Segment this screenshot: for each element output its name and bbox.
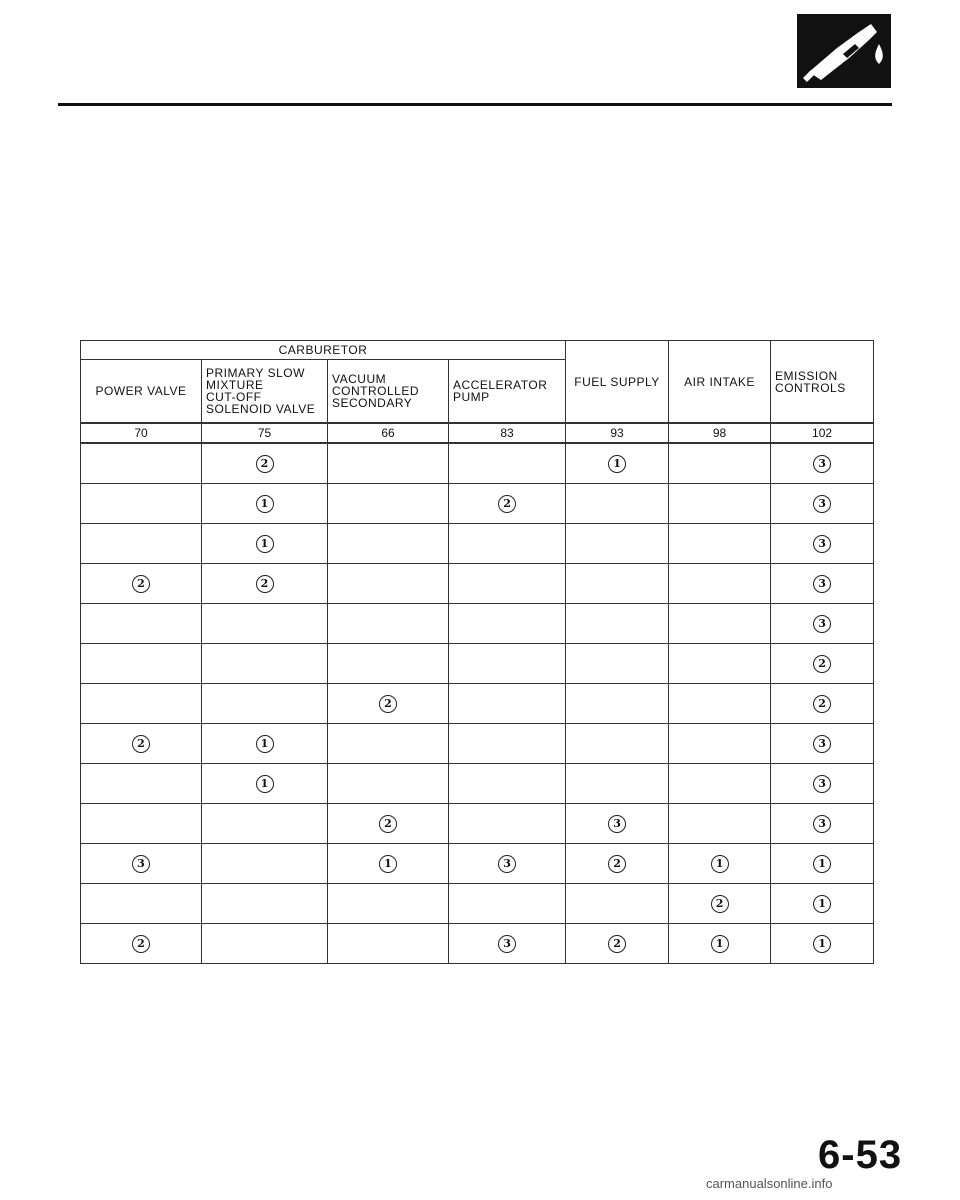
priority-marker: 2	[379, 695, 397, 713]
table-cell	[202, 524, 328, 564]
table-cell	[81, 804, 202, 844]
priority-marker: 1	[256, 775, 274, 793]
table-row	[81, 844, 874, 884]
header-line: CUT-OFF	[206, 390, 262, 404]
table-cell	[202, 644, 328, 684]
table-cell	[449, 844, 566, 884]
table-cell	[566, 924, 669, 964]
priority-marker: 3	[498, 855, 516, 873]
table-cell	[669, 484, 771, 524]
page-ref: 70	[81, 423, 202, 443]
table-cell	[771, 684, 874, 724]
table-cell	[771, 604, 874, 644]
table-cell	[771, 484, 874, 524]
header-line: SECONDARY	[332, 396, 413, 410]
priority-rows	[81, 443, 874, 964]
table-cell	[566, 604, 669, 644]
table-cell	[566, 804, 669, 844]
priority-marker: 1	[379, 855, 397, 873]
table-cell	[81, 724, 202, 764]
table-cell	[449, 524, 566, 564]
table-cell	[771, 724, 874, 764]
table-cell	[771, 844, 874, 884]
table-cell	[566, 644, 669, 684]
table-row	[81, 484, 874, 524]
page-ref: 93	[566, 423, 669, 443]
table-cell	[81, 764, 202, 804]
table-cell	[202, 724, 328, 764]
table-cell	[449, 884, 566, 924]
priority-marker: 3	[813, 775, 831, 793]
priority-marker: 2	[711, 895, 729, 913]
table-cell	[449, 484, 566, 524]
header-line: ACCELERATOR	[453, 378, 548, 392]
column-header-fuel-supply: FUEL SUPPLY	[566, 341, 669, 424]
page-ref: 102	[771, 423, 874, 443]
priority-marker: 1	[256, 735, 274, 753]
page-ref: 98	[669, 423, 771, 443]
table-cell	[202, 804, 328, 844]
watermark-text: carmanualsonline.info	[706, 1176, 833, 1191]
table-cell	[449, 644, 566, 684]
table-cell	[202, 564, 328, 604]
table-cell	[328, 564, 449, 604]
table-cell	[669, 844, 771, 884]
table-row	[81, 884, 874, 924]
priority-marker: 1	[813, 935, 831, 953]
table-row	[81, 524, 874, 564]
priority-marker: 2	[813, 655, 831, 673]
table-row	[81, 764, 874, 804]
priority-marker: 2	[256, 575, 274, 593]
table-cell	[81, 684, 202, 724]
table-cell	[566, 844, 669, 884]
table-cell	[669, 804, 771, 844]
priority-marker: 2	[132, 735, 150, 753]
header-line: SOLENOID VALVE	[206, 402, 316, 416]
priority-marker: 2	[132, 575, 150, 593]
priority-marker: 3	[132, 855, 150, 873]
column-header-vacuum-controlled-secondary	[328, 360, 449, 424]
table-row	[81, 724, 874, 764]
table-cell	[566, 724, 669, 764]
table-row	[81, 604, 874, 644]
table-cell	[566, 764, 669, 804]
priority-marker: 2	[608, 935, 626, 953]
table-cell	[771, 443, 874, 484]
page-ref: 83	[449, 423, 566, 443]
table-cell	[202, 484, 328, 524]
table-cell	[669, 524, 771, 564]
table-cell	[328, 804, 449, 844]
table-cell	[669, 684, 771, 724]
priority-marker: 1	[711, 855, 729, 873]
header-line: PUMP	[453, 390, 490, 404]
header-divider	[58, 103, 892, 106]
column-header-primary-slow-mixture	[202, 360, 328, 424]
table-cell	[669, 764, 771, 804]
table-cell	[202, 604, 328, 644]
priority-marker: 3	[498, 935, 516, 953]
table-row	[81, 564, 874, 604]
table-cell	[669, 443, 771, 484]
header-line: EMISSION	[775, 368, 838, 383]
table-cell	[771, 644, 874, 684]
table-cell	[566, 443, 669, 484]
priority-marker: 1	[711, 935, 729, 953]
table-cell	[328, 924, 449, 964]
table-cell	[328, 644, 449, 684]
table-cell	[669, 564, 771, 604]
table-cell	[449, 764, 566, 804]
table-row	[81, 804, 874, 844]
table-cell	[771, 564, 874, 604]
page-ref: 75	[202, 423, 328, 443]
priority-marker: 3	[608, 815, 626, 833]
page-ref: 66	[328, 423, 449, 443]
table-cell	[328, 684, 449, 724]
reference-page-row	[81, 423, 874, 443]
page-number: 6-53	[818, 1133, 903, 1177]
table-cell	[202, 764, 328, 804]
table-cell	[328, 764, 449, 804]
troubleshooting-table	[80, 340, 874, 964]
table-cell	[566, 564, 669, 604]
table-cell	[81, 844, 202, 884]
table-cell	[81, 524, 202, 564]
table-cell	[202, 443, 328, 484]
priority-marker: 1	[256, 535, 274, 553]
header-line: CONTROLS	[775, 380, 846, 395]
table-cell	[566, 684, 669, 724]
priority-marker: 3	[813, 615, 831, 633]
table-cell	[449, 924, 566, 964]
priority-marker: 2	[256, 455, 274, 473]
fuel-nozzle-icon	[797, 14, 891, 88]
header-line: CONTROLLED	[332, 384, 420, 398]
priority-marker: 3	[813, 575, 831, 593]
table-row	[81, 684, 874, 724]
table-cell	[771, 524, 874, 564]
priority-marker: 2	[813, 695, 831, 713]
table-cell	[566, 884, 669, 924]
table-cell	[449, 564, 566, 604]
table-cell	[81, 884, 202, 924]
priority-marker: 2	[498, 495, 516, 513]
priority-marker: 3	[813, 815, 831, 833]
table-cell	[202, 884, 328, 924]
header-line: PRIMARY SLOW	[206, 366, 305, 380]
priority-marker: 3	[813, 495, 831, 513]
column-header-air-intake: AIR INTAKE	[669, 341, 771, 424]
table-cell	[669, 724, 771, 764]
table-cell	[81, 443, 202, 484]
priority-marker: 3	[813, 735, 831, 753]
table-cell	[81, 604, 202, 644]
priority-marker: 1	[813, 855, 831, 873]
priority-marker: 3	[813, 535, 831, 553]
table-cell	[449, 724, 566, 764]
table-cell	[669, 604, 771, 644]
column-header-emission-controls	[771, 341, 874, 424]
table-cell	[669, 884, 771, 924]
table-cell	[328, 443, 449, 484]
table-cell	[771, 764, 874, 804]
table-cell	[328, 484, 449, 524]
table-cell	[566, 484, 669, 524]
priority-marker: 1	[813, 895, 831, 913]
table-cell	[669, 924, 771, 964]
priority-marker: 1	[256, 495, 274, 513]
table-cell	[566, 524, 669, 564]
table-cell	[328, 724, 449, 764]
fuel-system-badge	[797, 14, 891, 88]
carburetor-group-header: CARBURETOR	[81, 341, 566, 360]
table-cell	[202, 684, 328, 724]
table-cell	[328, 604, 449, 644]
table-row	[81, 443, 874, 484]
table-cell	[771, 884, 874, 924]
table-cell	[449, 604, 566, 644]
table-cell	[449, 804, 566, 844]
table-cell	[449, 684, 566, 724]
table-cell	[771, 924, 874, 964]
table-cell	[328, 524, 449, 564]
table-cell	[328, 884, 449, 924]
priority-marker: 2	[379, 815, 397, 833]
table-cell	[202, 844, 328, 884]
table-cell	[328, 844, 449, 884]
table-cell	[81, 644, 202, 684]
table-cell	[669, 644, 771, 684]
column-header-power-valve: POWER VALVE	[81, 360, 202, 424]
table-cell	[81, 484, 202, 524]
column-header-accelerator-pump	[449, 360, 566, 424]
header-line: MIXTURE	[206, 378, 264, 392]
table-cell	[771, 804, 874, 844]
table-row	[81, 644, 874, 684]
priority-marker: 1	[608, 455, 626, 473]
table-cell	[81, 564, 202, 604]
table-cell	[449, 443, 566, 484]
priority-marker: 2	[132, 935, 150, 953]
table-cell	[81, 924, 202, 964]
header-line: VACUUM	[332, 372, 387, 386]
table-cell	[202, 924, 328, 964]
priority-marker: 3	[813, 455, 831, 473]
table-row	[81, 924, 874, 964]
priority-marker: 2	[608, 855, 626, 873]
